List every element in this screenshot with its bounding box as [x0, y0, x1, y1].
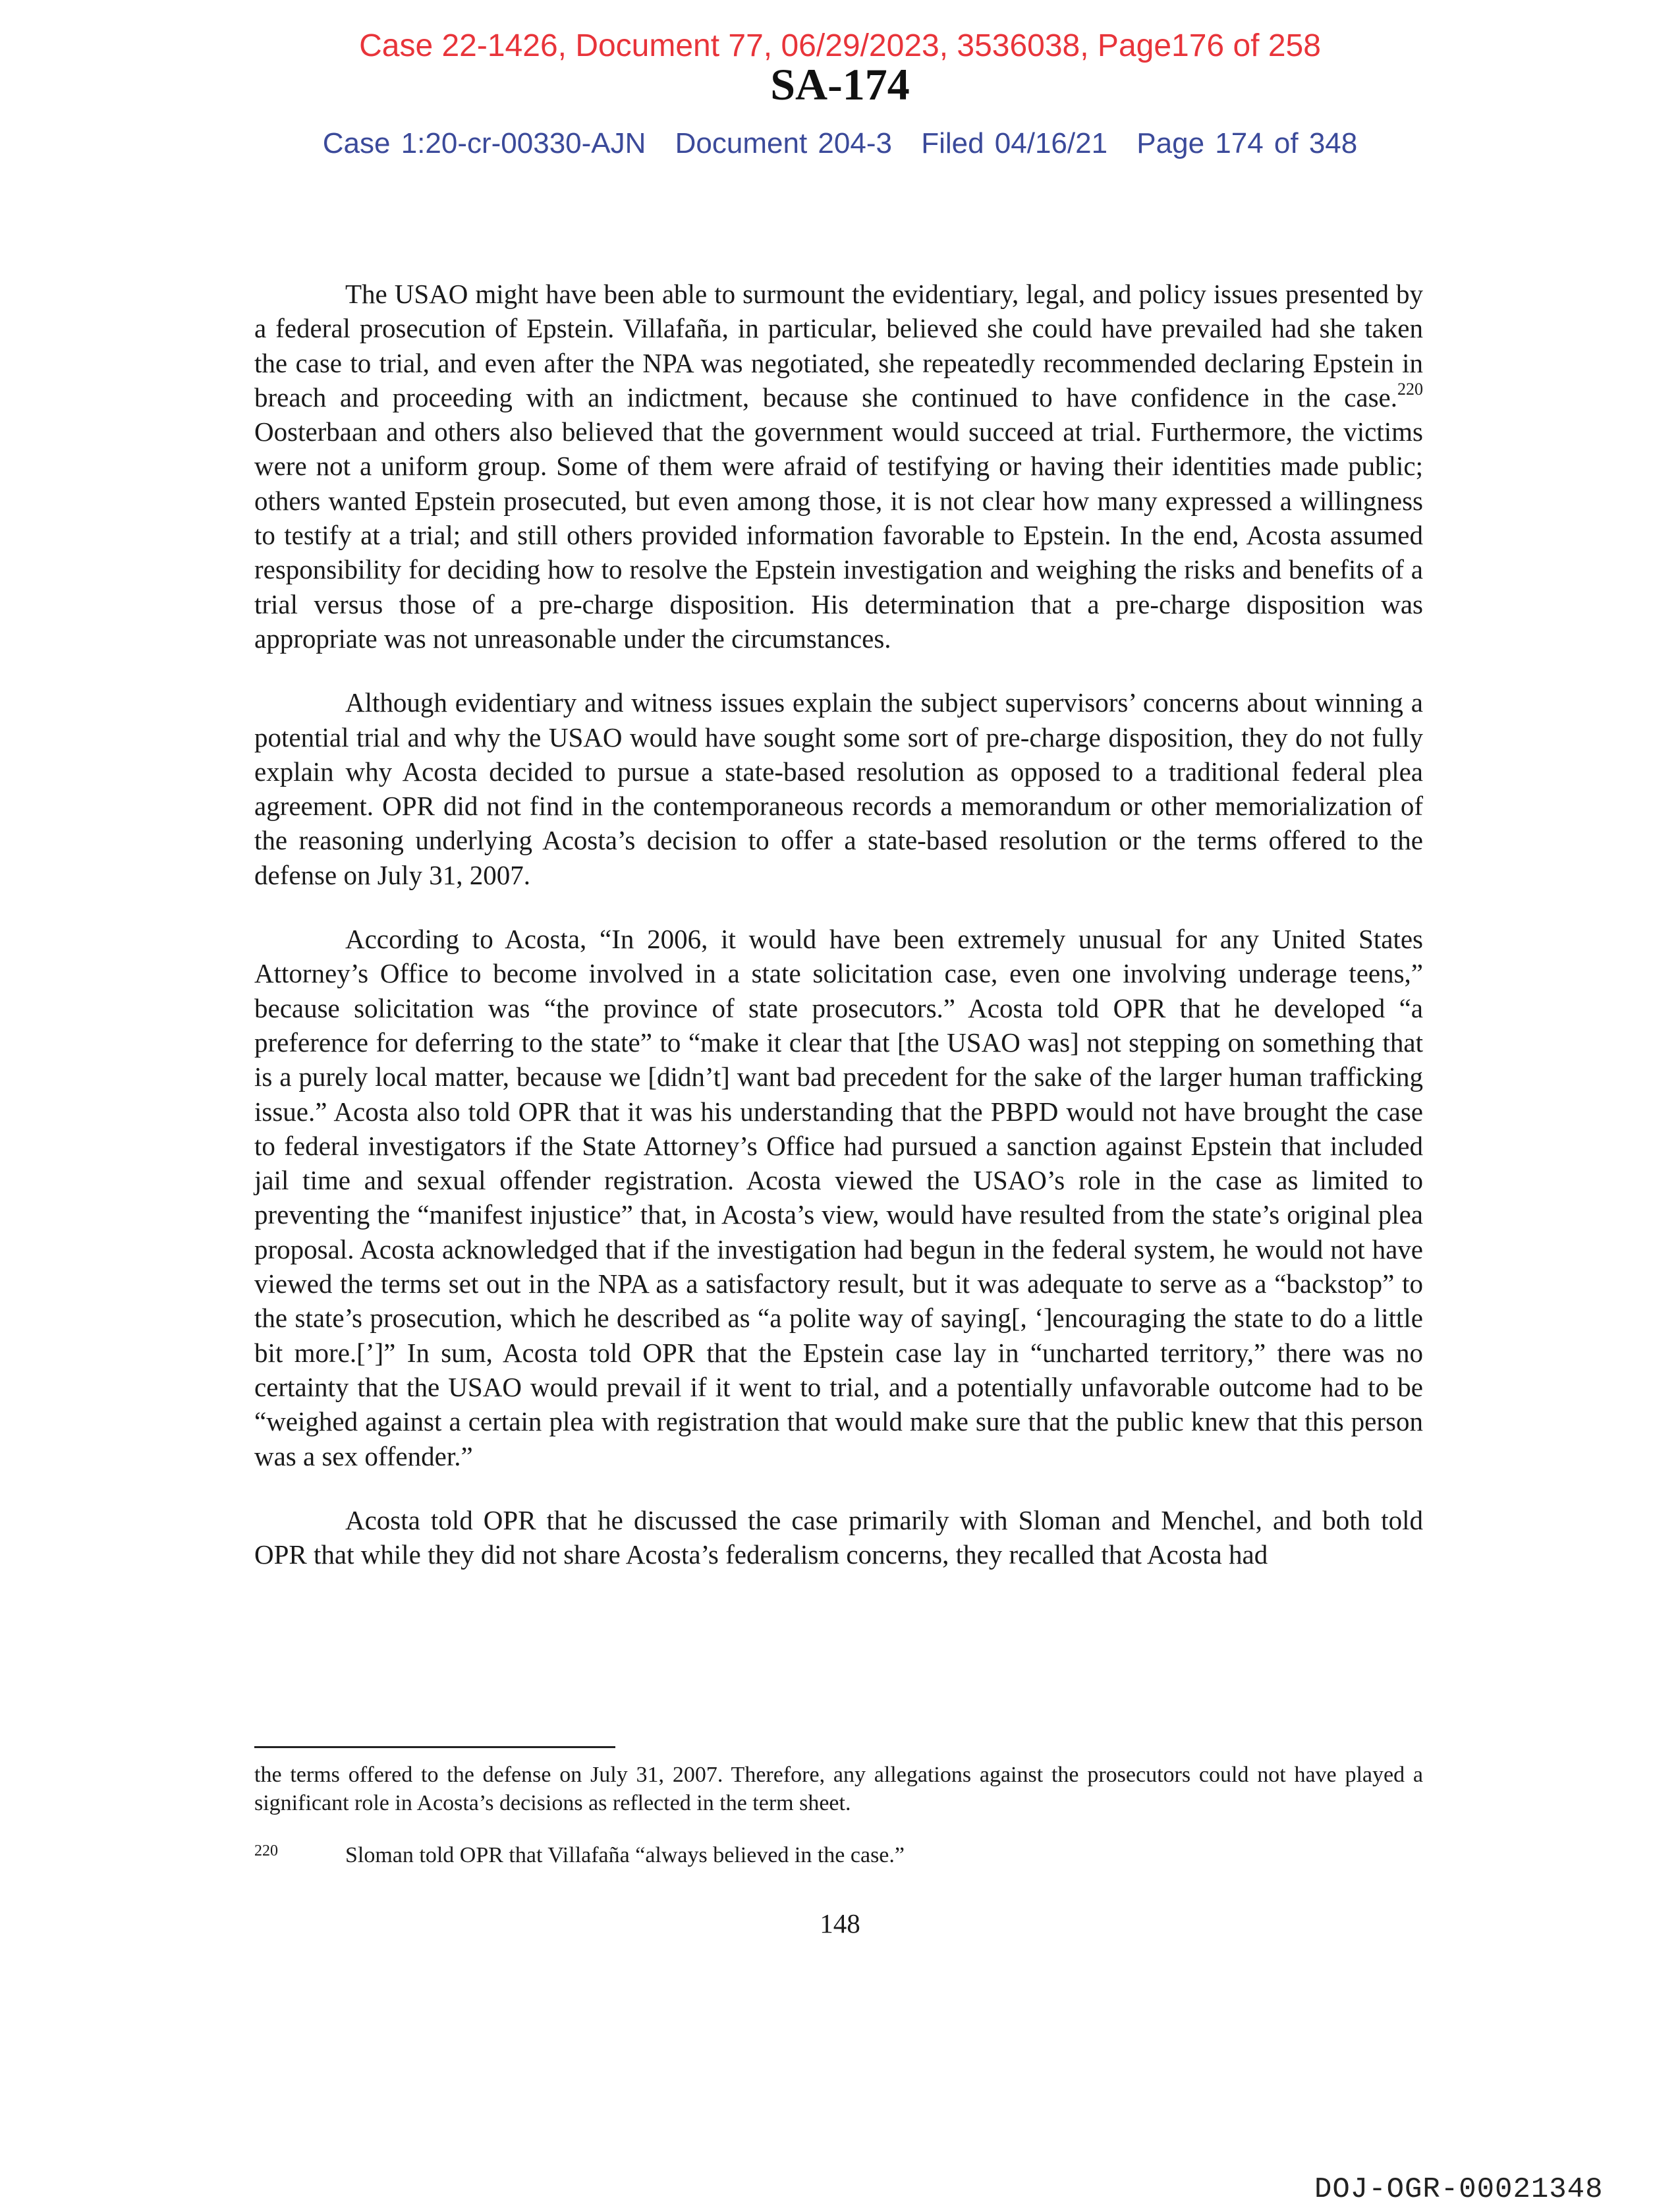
footnote-text: Sloman told OPR that Villafaña “always believed in the case.” — [345, 1843, 905, 1867]
sa-page-number: SA-174 — [770, 59, 910, 109]
footnote-reference[interactable]: 220 — [1397, 379, 1423, 399]
footnote-continued: the terms offered to the defense on July 31, 2007. Therefore, any allegations against the prosecutors could not have played a significant role in Acosta’s decisions as reflected in the term sheet. — [254, 1763, 1423, 1815]
district-document-number: Document 204-3 — [675, 127, 892, 159]
paragraph: The USAO might have been able to surmount the evidentiary, legal, and policy issues presented by a federal prosecution of Epstein. Villafaña, in particular, believed she could have prevailed had she taken the case to trial, and even after the NPA was negotiated, she repeatedly recommended declaring Epstein in breach and proceeding with an indictment, because she continued to have confidence in the case.$^{220}$ Oosterbaan and others also believed that the government would succeed at trial. Furthermore, the victims were not a uniform group. Some of them were afraid of testifying or having their identities made public; others wanted Epstein prosecuted, but even among those, it is not clear how many expressed a willingness to testify at a trial; and still others provided information favorable to Epstein. In the end, Acosta assumed responsibility for deciding how to resolve the Epstein investigation and weighing the risks and benefits of a trial versus those of a pre-charge disposition. His determination that a pre-charge disposition was appropriate was not unreasonable under the circumstances. — [254, 279, 1423, 654]
bates-number: DOJ-OGR-00021348 — [1314, 2173, 1604, 2206]
paragraph: Acosta told OPR that he discussed the case primarily with Sloman and Menchel, and both told OPR that while they did not share Acosta’s federalism concerns, they recalled that Acosta had — [254, 1504, 1423, 1570]
district-page-count: Page 174 of 348 — [1136, 127, 1358, 159]
paragraph: According to Acosta, “In 2006, it would have been extremely unusual for any United States Attorney’s Office to become involved in a state solicitation case, even one involving underage teens,” because solicitation was “the province of state prosecutors.” Acosta told OPR that he developed “a preference for deferring to the state” to “make it clear that [the USAO was] not stepping on something that is a purely local matter, because we [didn’t] want bad precedent for the sake of the larger human trafficking issue.” Acosta also told OPR that it was his understanding that the PBPD would not have brought the case to federal investigators if the State Attorney’s Office had pursued a sanction against Epstein that included jail time and sexual offender registration. Acosta viewed the USAO’s role in the case as limited to preventing the “manifest injustice” that, in Acosta’s view, would have resulted from the state’s original plea proposal. Acosta acknowledged that if the investigation had begun in the federal system, he would not have viewed the terms set out in the NPA as a satisfactory result, but it was adequate to serve as a “backstop” to the state’s prosecution, which he described as “a polite way of saying[, ‘]encouraging the state to do a little bit more.[’]” In sum, Acosta told OPR that the Epstein case lay in “uncharted territory,” there was no certainty that the USAO would prevail if it went to trial, and a potentially unfavorable outcome had to be “weighed against a certain plea with registration that would make sure that the public knew that this person was a sex offender.” — [254, 924, 1423, 1471]
footnote-separator — [254, 1746, 615, 1748]
footnotes — [254, 1761, 1423, 1869]
page-number: 148 — [820, 1908, 860, 1939]
appellate-case-stamp: Case 22-1426, Document 77, 06/29/2023, 3536038, Page176 of 258 — [359, 28, 1321, 63]
footnote-220 — [254, 1841, 1423, 1869]
district-case-stamp — [0, 127, 1680, 161]
district-case-number: Case 1:20-cr-00330-AJN — [322, 127, 646, 159]
paragraph: Although evidentiary and witness issues explain the subject supervisors’ concerns about winning a potential trial and why the USAO would have sought some sort of pre-charge disposition, they do not fully explain why Acosta decided to pursue a state-based resolution as opposed to a traditional federal plea agreement. OPR did not find in the contemporaneous records a memorandum or other memorialization of the reasoning underlying Acosta’s decision to offer a state-based resolution or the terms offered to the defense on July 31, 2007. — [254, 687, 1423, 890]
body-text — [254, 277, 1423, 1601]
footnote-number: 220 — [254, 1842, 278, 1859]
district-filed-date: Filed 04/16/21 — [921, 127, 1108, 159]
